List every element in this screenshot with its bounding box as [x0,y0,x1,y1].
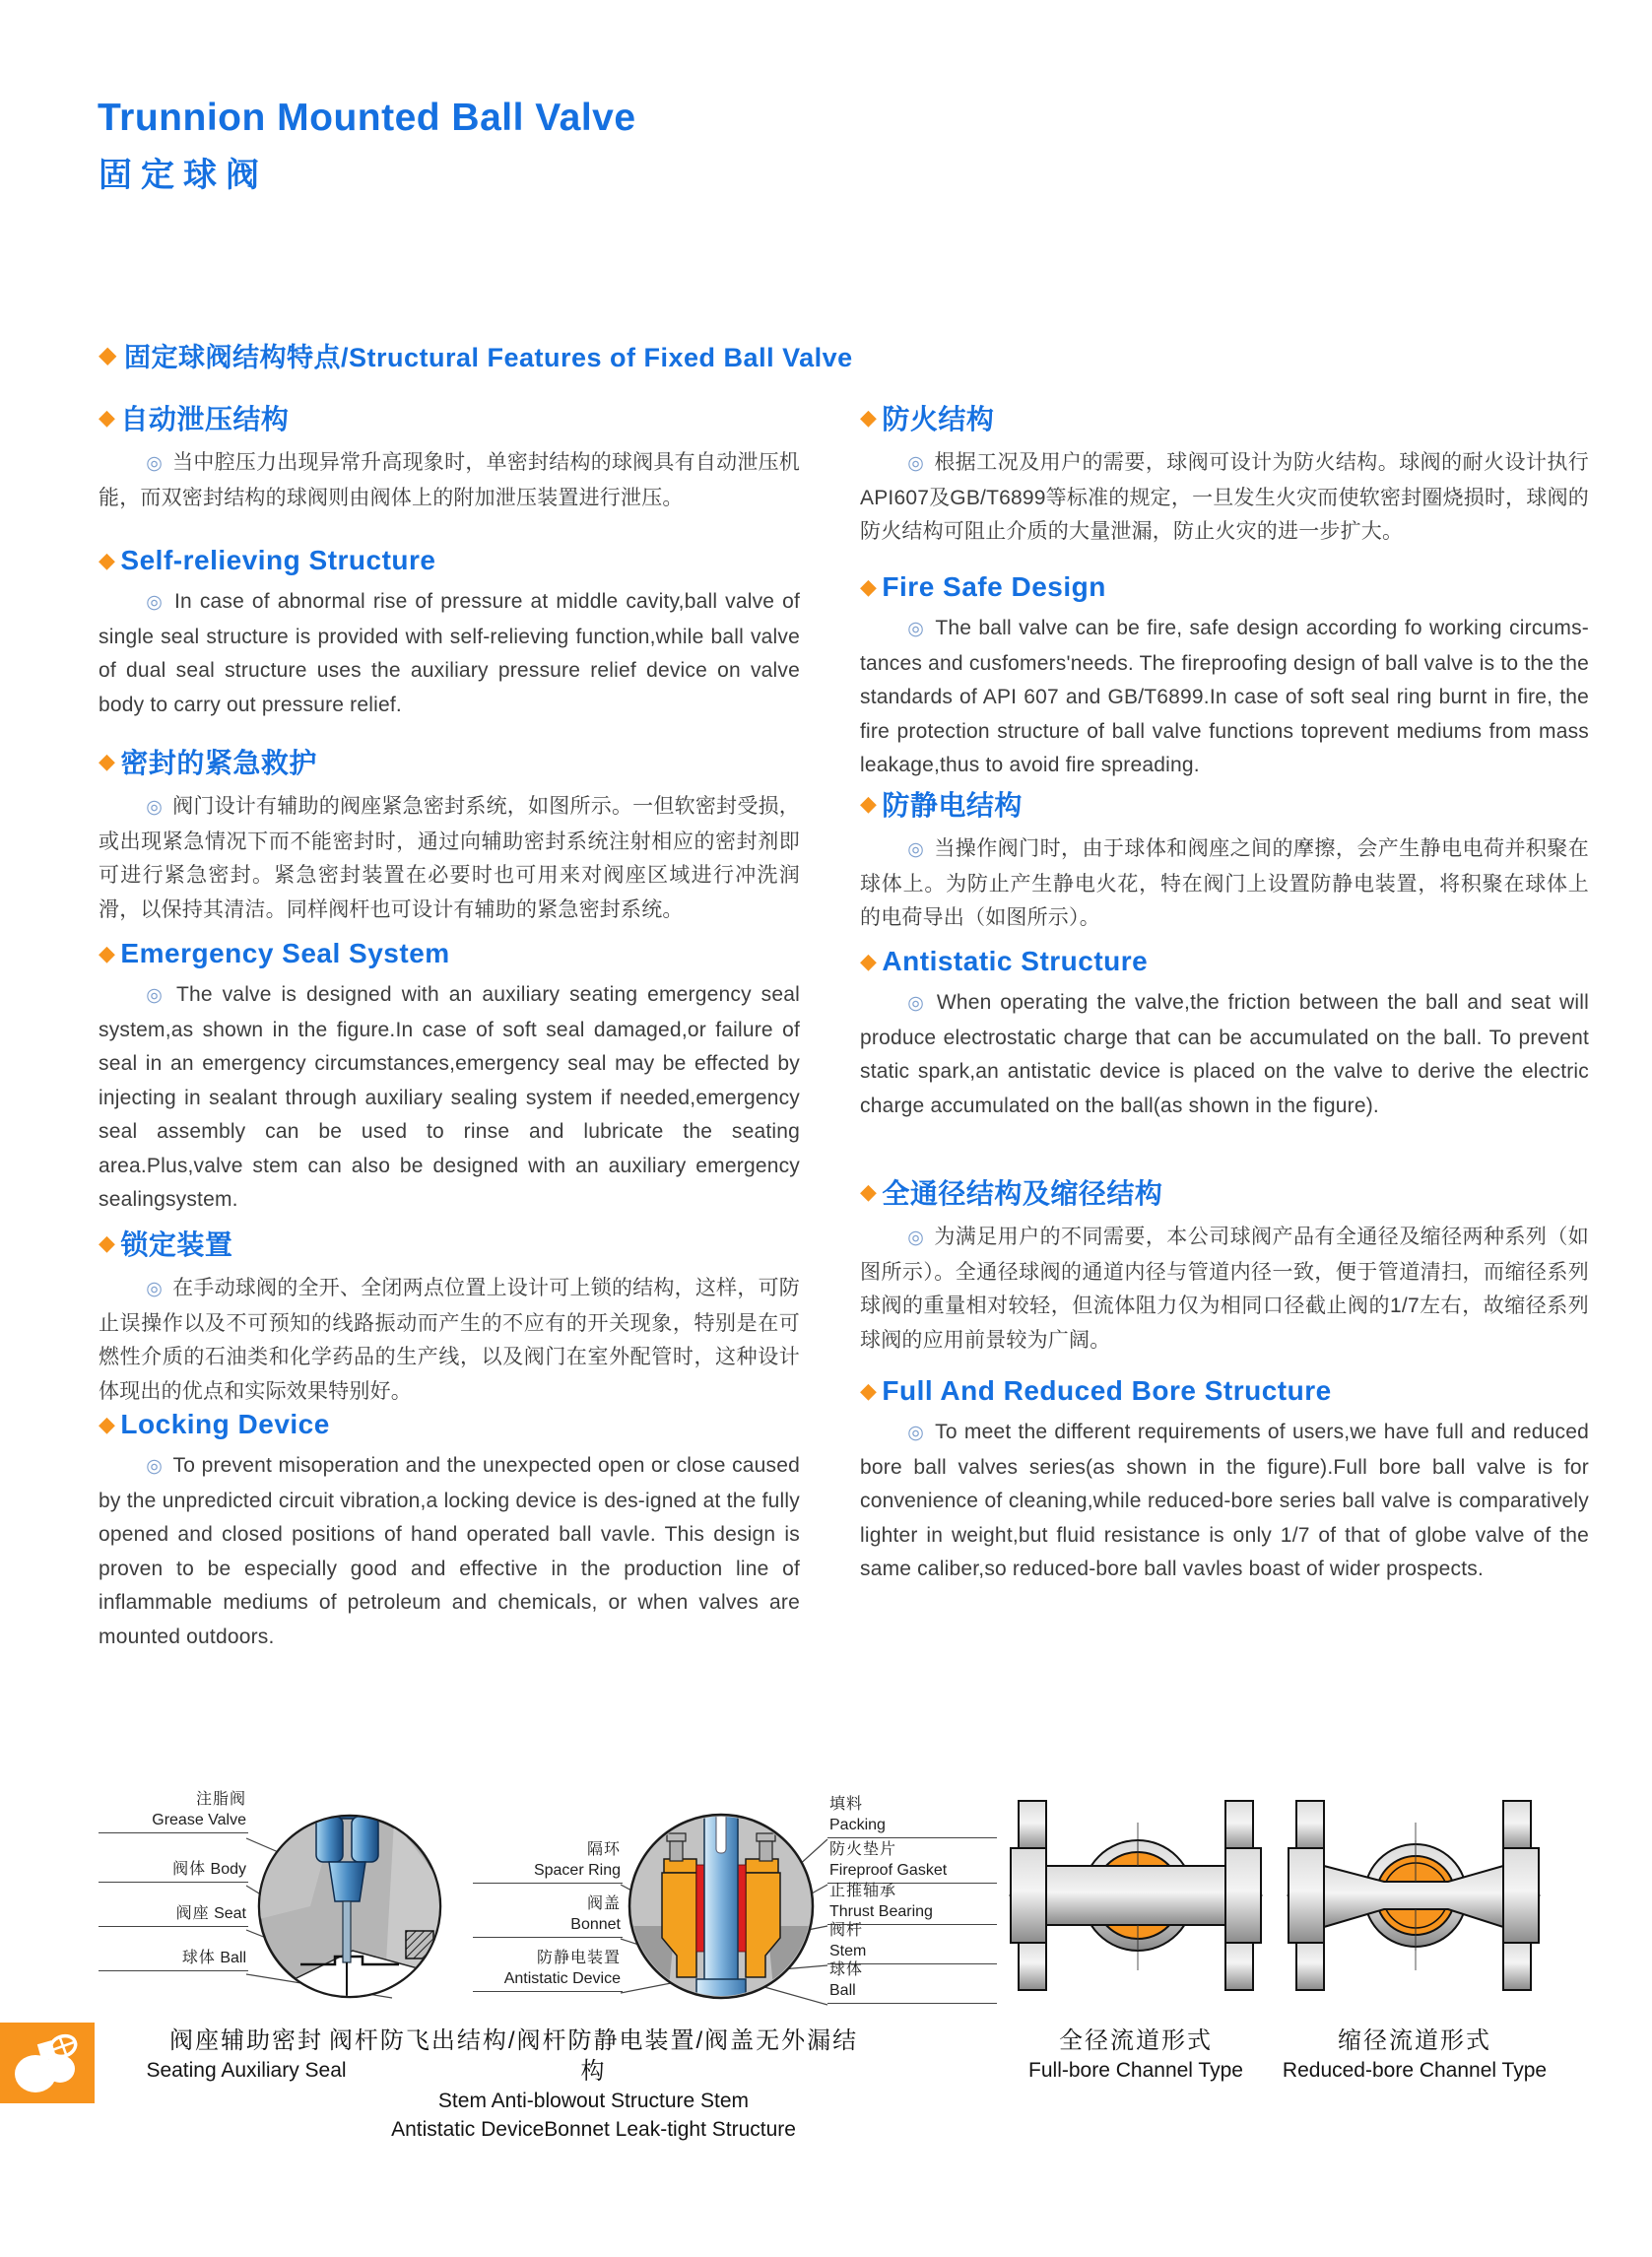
section-body: ◎ 在手动球阀的全开、全闭两点位置上设计可上锁的结构，这样，可防止误操作以及不可预知的线路振动而产生的不应有的开关现象，特别是在可燃性介质的石油类和化学药品的生产线，以及阀门在室外配管时，这种设计体现出的优点和实际效果特别好。 [99,1277,800,1403]
diamond-icon: ◆ [860,574,878,599]
section-heading: 锁定装置 [120,1229,233,1260]
diamond-icon: ◆ [99,342,117,368]
section-fire-zh [860,398,1589,550]
ball-valve-logo-icon [0,2023,95,2103]
section-locking-zh [99,1224,800,1409]
brand-corner-block [0,2023,95,2103]
bullet-icon: ◎ [146,1456,164,1477]
diamond-icon: ◆ [99,941,116,965]
diamond-icon: ◆ [860,791,878,816]
section-body: ◎ When operating the valve,the friction between the ball and seat will produce electrostatic charge that can be accumulated on the ball. To prevent static spark,an antistatic device is placed on the valve to derive the electric charge accumulated on the ball(as shown in the figure). [860,991,1590,1117]
label-grease-valve: 注脂阀 Grease Valve [99,1789,248,1833]
section-heading: 密封的紧急救护 [120,748,317,778]
label-spacer-ring: 隔环 Spacer Ring [473,1839,623,1884]
bullet-icon: ◎ [146,797,164,818]
diamond-icon: ◆ [99,1412,116,1436]
label-ball: 球体 Ball [827,1959,997,2004]
section-heading: 防火结构 [882,404,995,434]
caption-stem-structure: 阀杆防飞出结构/阀杆防静电装置/阀盖无外漏结构 Stem Anti-blowout Structure Stem Antistatic DeviceBonnet Leak-tight Structure [328,2027,859,2141]
label-ball: 球体 Ball [99,1948,248,1971]
diamond-icon: ◆ [860,405,878,430]
section-body: ◎ 根据工况及用户的需要，球阀可设计为防火结构。球阀的耐火设计执行API607及GB/T6899等标准的规定，一旦发生火灾而使软密封圈烧损时，球阀的防火结构可阻止介质的大量泄漏，防止火灾的进一步扩大。 [860,451,1589,543]
section-heading: Self-relieving Structure [120,545,436,575]
section-heading: 防静电结构 [882,790,1023,821]
diamond-icon: ◆ [860,949,878,973]
section-heading: 自动泄压结构 [120,404,290,434]
figure-stem-structure [473,1768,1005,2015]
diamond-icon: ◆ [99,548,116,572]
section-body: ◎ To meet the different requirements of users,we have full and reduced bore ball valves series(as shown in the figure).Full bore ball valve is for convenience of cleaning,while reduced-bore series ball valve is comparatively lighter in weight,but fluid resistance is only 1/7 of that of globe valve of the same caliber,so reduced-bore ball vavles boast of wider prospects. [860,1421,1589,1580]
section-heading: Antistatic Structure [882,946,1149,976]
diamond-icon: ◆ [860,1179,878,1204]
section-body: ◎ The ball valve can be fire, safe design according fo working circums-tances and cusfomers'needs. The fireproofing design of ball valve is to the the standards of API 607 and GB/T6899.In case of soft seal ring burnt in fire, the fire protection structure of ball valve functions toprevent mediums from mass leakage,thus to avoid fire spreading. [860,617,1589,776]
bullet-icon: ◎ [146,453,164,474]
bullet-icon: ◎ [146,1279,164,1299]
section-main-heading [99,336,853,374]
section-body: ◎ 阀门设计有辅助的阀座紧急密封系统，如图所示。一但软密封受损，或出现紧急情况下而不能密封时，通过向辅助密封系统注射相应的密封剂即可进行紧急密封。紧急密封装置在必要时也可用来对阀座区域进行冲洗润滑，以保持其清洁。同样阀杆也可设计有辅助的紧急密封系统。 [99,795,800,921]
section-self-relieving-en [99,545,800,722]
section-bore-zh [860,1172,1589,1358]
section-fire-safe-en [860,571,1589,783]
section-body: ◎ 当操作阀门时，由于球体和阀座之间的摩擦，会产生静电电荷并积聚在球体上。为防止产生静电火花，特在阀门上设置防静电装置，将积聚在球体上的电荷导出（如图所示）。 [860,837,1589,929]
label-fireproof-gasket: 防火垫片 Fireproof Gasket [827,1839,997,1884]
section-heading: Locking Device [120,1409,330,1439]
diamond-icon: ◆ [860,1378,878,1403]
caption-reduced-bore: 缩径流道形式 Reduced-bore Channel Type [1282,2027,1548,2082]
label-stem: 阀杆 Stem [827,1920,997,1964]
bullet-icon: ◎ [907,619,926,639]
diamond-icon: ◆ [99,749,116,773]
section-body: ◎ In case of abnormal rise of pressure at middle cavity,ball valve of single seal structure is provided with self-relieving function,while ball valve of dual seal structure uses the auxiliary pressure relief device on valve body to carry out pressure relief. [99,590,801,716]
figure-seating-auxiliary-seal [99,1771,473,2023]
diamond-icon: ◆ [99,1230,116,1255]
section-antistatic-en [860,946,1589,1123]
section-body: ◎ 当中腔压力出现异常升高现象时，单密封结构的球阀具有自动泄压机能，而双密封结构的球阀则由阀体上的附加泄压装置进行泄压。 [99,451,800,509]
diamond-icon: ◆ [99,405,116,430]
label-bonnet: 阀盖 Bonnet [473,1893,623,1938]
figure-full-bore-valve [1003,1795,1269,1997]
label-packing: 填料 Packing [827,1794,997,1838]
section-body: ◎ 为满足用户的不同需要，本公司球阀产品有全通径及缩径两种系列（如图所示）。全通径球阀的通道内径与管道内径一致，便于管道清扫，而缩径系列球阀的重量相对较轻，但流体阻力仅为相同口径截止阀的1/7左右，故缩径系列球阀的应用前景较为广阔。 [860,1226,1589,1352]
label-thrust-bearing: 止推轴承 Thrust Bearing [827,1881,997,1925]
bullet-icon: ◎ [146,985,166,1006]
bullet-icon: ◎ [146,592,165,613]
section-emergency-seal-en [99,938,800,1218]
label-seat: 阀座 Seat [99,1903,248,1927]
caption-seating-auxiliary-seal: 阀座辅助密封 Seating Auxiliary Seal [146,2027,347,2082]
bullet-icon: ◎ [907,1423,926,1443]
page-title-en: Trunnion Mounted Ball Valve [98,97,636,139]
main-heading-text: 固定球阀结构特点/Structural Features of Fixed Ball Valve [123,343,853,372]
section-body: ◎ To prevent misoperation and the unexpected open or close caused by the unpredicted circuit vibration,a locking device is des-igned at the fully opened and closed positions of hand operated ball vavle. This design is proven to be especially good and effective in the production line of inflammable mediums of petroleum and chemicals, or when valves are mounted outdoors. [99,1454,801,1648]
bullet-icon: ◎ [907,993,927,1014]
figure-reduced-bore-valve [1281,1795,1547,1997]
label-body: 阀体 Body [99,1859,248,1883]
section-heading: Full And Reduced Bore Structure [882,1375,1332,1406]
section-bore-en [860,1375,1589,1587]
bullet-icon: ◎ [907,453,925,474]
section-locking-en [99,1409,800,1654]
section-emergency-seal-zh [99,742,800,927]
section-heading: 全通径结构及缩径结构 [882,1178,1163,1209]
label-antistatic-device: 防静电装置 Antistatic Device [473,1948,623,1992]
bullet-icon: ◎ [907,839,925,860]
full-bore-diagram [1003,1795,1269,1997]
page-title-zh: 固定球阀 [99,157,268,194]
reduced-bore-diagram [1281,1795,1547,1997]
section-heading: Fire Safe Design [882,571,1106,602]
bullet-icon: ◎ [907,1228,925,1248]
section-heading: Emergency Seal System [120,938,450,968]
caption-full-bore: 全径流道形式 Full-bore Channel Type [1028,2027,1243,2082]
section-antistatic-zh [860,784,1589,936]
section-body: ◎ The valve is designed with an auxiliary seating emergency seal system,as shown in the figure.In case of soft seal damaged,or failure of seal in an emergency circumstances,emergency seal may be effected by injecting in sealant through auxiliary sealing system if needed,emergency seal assembly can be used to rinse and lubricate the seating area.Plus,valve stem can also be designed with an auxiliary emergency sealingsystem. [99,983,800,1211]
section-auto-relief-zh [99,398,800,515]
